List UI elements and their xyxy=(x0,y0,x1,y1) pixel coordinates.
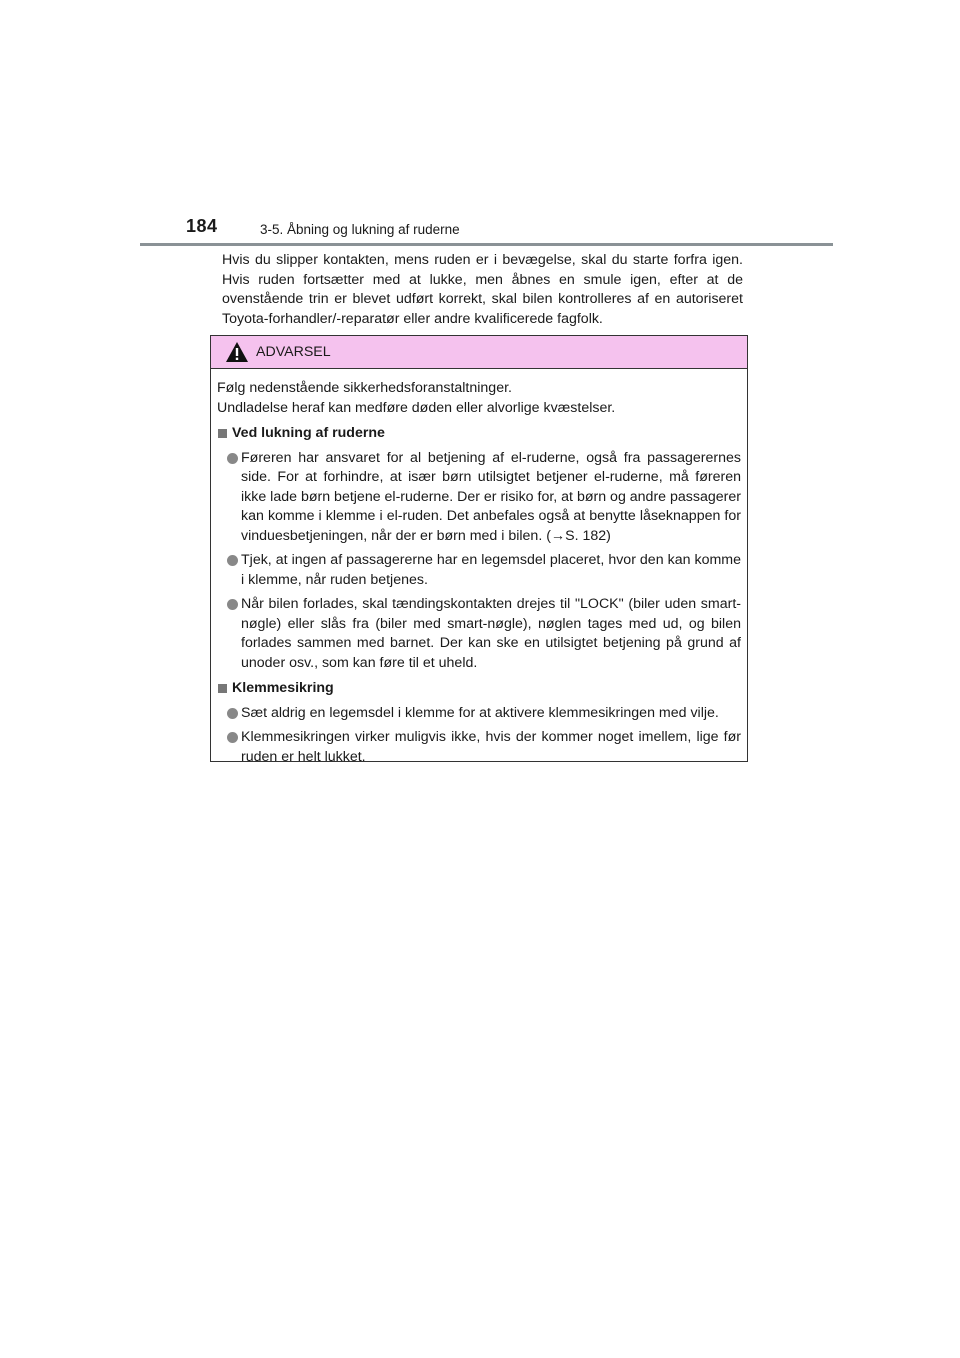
warning-header xyxy=(211,336,747,369)
intro-paragraph: Hvis du slipper kontakten, mens ruden er i bevægelse, skal du starte forfra igen. Hvis ruden fortsætter med at lukke, men åbnes en smule igen, efter at de ovenstående trin er blevet udført korrekt, skal bilen kontrolleres af en autoriseret Toyota-forhandler/-reparatør eller andre kvalificerede fagfolk. xyxy=(222,252,743,327)
bullet-item xyxy=(217,704,741,724)
section-heading-closing-windows xyxy=(217,424,741,444)
square-bullet-icon xyxy=(218,429,227,438)
bullet-text: Klemmesikringen virker muligvis ikke, hvis der kommer noget imellem, lige før ruden er helt lukket. xyxy=(241,729,741,765)
circle-bullet-icon xyxy=(227,732,238,743)
square-bullet-icon xyxy=(218,684,227,693)
bullet-item xyxy=(217,551,741,590)
section-heading-text: Klemmesikring xyxy=(232,680,334,696)
warning-lead-line-1: Følg nedenstående sikkerhedsforanstaltninger. xyxy=(217,380,512,396)
warning-box xyxy=(210,335,748,765)
warning-triangle-icon xyxy=(225,341,249,363)
circle-bullet-icon xyxy=(227,555,238,566)
bullet-item xyxy=(217,449,741,547)
bullet-text: Tjek, at ingen af passagererne har en legemsdel placeret, hvor den kan komme i klemme, når ruden betjenes. xyxy=(241,552,741,588)
circle-bullet-icon xyxy=(227,599,238,610)
bullet-text: Når bilen forlades, skal tændingskontakten drejes til "LOCK" (biler uden smart-nøgle) eller slås fra (biler med smart-nøgle), nøglen tages med ud, og bilen forlades sammen med barnet. Der kan ske en utilsigtet betjening på grund af unoder osv., som kan føre til et uheld. xyxy=(241,596,741,671)
bullet-item xyxy=(217,728,741,767)
circle-bullet-icon xyxy=(227,708,238,719)
bullet-text: Sæt aldrig en legemsdel i klemme for at aktivere klemmesikringen med vilje. xyxy=(241,704,719,721)
circle-bullet-icon xyxy=(227,453,238,464)
section-title: 3-5. Åbning og lukning af ruderne xyxy=(260,222,460,237)
header-divider xyxy=(140,243,833,246)
bullet-item xyxy=(217,595,741,673)
section-heading-text: Ved lukning af ruderne xyxy=(232,425,385,441)
bullet-text: Føreren har ansvaret for al betjening af el-ruderne, også fra passagerernes side. For at forhindre, at især børn utilsigtet betjener el-ruderne, må føreren ikke lade børn betjene el-ruderne. Der er risiko for, at børn og andre passagerer kan komme i klemme i el-ruden. Det anbefales også at benytte låseknappen for vinduesbetjeningen, når der er børn med i bilen. (→S. 182) xyxy=(241,449,741,544)
warning-body xyxy=(211,369,747,767)
section-heading-jam-protection xyxy=(217,679,741,699)
warning-title: ADVARSEL xyxy=(256,344,331,360)
page-number: 184 xyxy=(186,216,218,236)
warning-lead-line-2: Undladelse heraf kan medføre døden eller alvorlige kvæstelser. xyxy=(217,399,616,416)
